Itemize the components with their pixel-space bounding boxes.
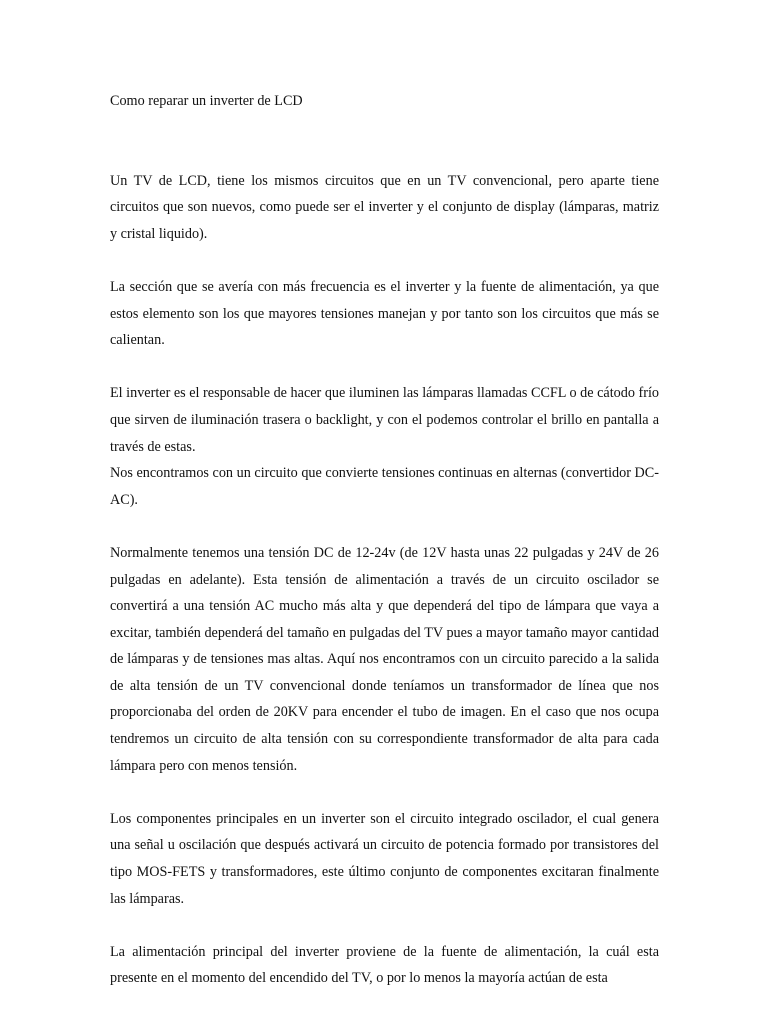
- paragraph: Un TV de LCD, tiene los mismos circuitos que en un TV convencional, pero aparte tiene circuitos que son nuevos, como puede ser el inverter y el conjunto de display (lámparas, matriz y cristal liquido).: [110, 172, 659, 242]
- paragraph: La sección que se avería con más frecuencia es el inverter y la fuente de alimentación, ya que estos elemento son los que mayores tensiones manejan y por tanto son los circuitos que más se calientan.: [110, 278, 659, 349]
- paragraph: Normalmente tenemos una tensión DC de 12-24v (de 12V hasta unas 22 pulgadas y 24V de 26 pulgadas en adelante). Esta tensión de alimentación a través de un circuito oscilador se convertirá a una tensión AC mucho más alta y que dependerá del tipo de lámpara que vaya a excitar, también dependerá del tamaño en pulgadas del TV pues a mayor tamaño mayor cantidad de lámparas y de tensiones mas altas. Aquí nos encontramos con un circuito parecido a la salida de alta tensión de un TV convencional donde teníamos un transformador de línea que nos proporcionaba del orden de 20KV para encender el tubo de imagen. En el caso que nos ocupa tendremos un circuito de alta tensión con su correspondiente transformador de alta para cada lámpara pero con menos tensión.: [110, 544, 659, 774]
- paragraph: El inverter es el responsable de hacer que iluminen las lámparas llamadas CCFL o de cátodo frío que sirven de iluminación trasera o backlight, y con el podemos controlar el brillo en pantalla a través de estas.: [110, 385, 659, 455]
- paragraph: Los componentes principales en un inverter son el circuito integrado oscilador, el cual genera una señal u oscilación que después activará un circuito de potencia formado por transistores del tipo MOS-FETS y transformadores, este último conjunto de componentes excitaran finalmente las lámparas.: [110, 810, 659, 907]
- paragraph: Nos encontramos con un circuito que convierte tensiones continuas en alternas (convertidor DC-AC).: [110, 465, 659, 508]
- paragraph: La alimentación principal del inverter proviene de la fuente de alimentación, la cuál esta presente en el momento del encendido del TV, o por lo menos la mayoría actúan de esta: [110, 943, 659, 987]
- document-body: [110, 88, 659, 992]
- document-title: Como reparar un inverter de LCD: [110, 93, 303, 109]
